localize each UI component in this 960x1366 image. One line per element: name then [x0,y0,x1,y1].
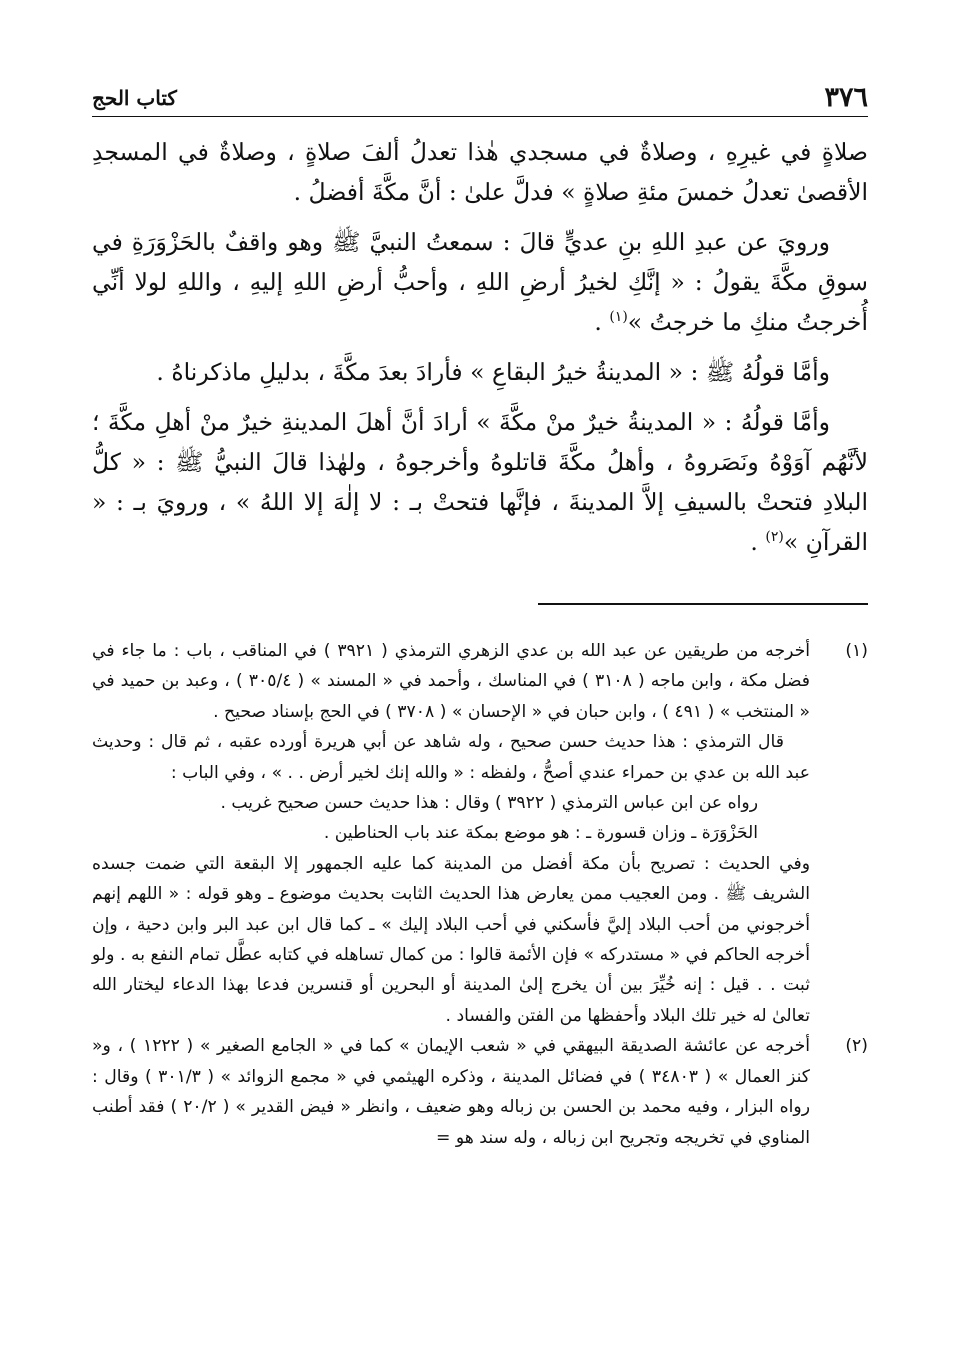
footnote-number: (٢) [845,1036,868,1057]
main-paragraph: صلاةٍ في غيرِهِ ، وصلاةٌ في مسجدي هٰذا تعدلُ ألفَ صلاةٍ ، وصلاةٌ في المسجدِ الأقصىٰ تعدلُ خمسَ مئةِ صلاةٍ » فدلَّ علىٰ : أنَّ مكَّةَ أفضلُ . [92,138,868,206]
line-end: . [594,308,610,336]
footnote-mark: (١) [609,309,628,326]
page-number: ٣٧٦ [824,82,868,113]
footnote-number: (١) [845,641,868,661]
footnote [92,1031,868,1153]
main-paragraph [92,222,868,342]
footnote-paragraph: أخرجه عن عائشة الصديقة البيهقي في « شعب الإيمان » كما في « الجامع الصغير » ( ١٢٢٢ ) ، و« كنز العمال » ( ٣٤٨٠٣ ) في فضائل المدينة ، وذكره الهيثمي في « مجمع الزوائد » ( ٣٠١/٣ ) وقال : رواه البزار ، وفيه محمد بن الحسن بن زباله وهو ضعيف ، وانظر « فيض القدير » ( ٢٠/٢ ) فقد أطنب المناوي في تخريجه وتجريح ابن زباله ، وله سند هو = [92,1036,810,1148]
running-title: كتاب الحج [92,86,177,110]
footnote-paragraph: وفي الحديث : تصريح بأن مكة أفضل من المدينة كما عليه الجمهور إلا البقعة التي ضمت جسده الشريف ﷺ . ومن العجيب ممن يعارض هذا الحديث الثابت بحديث موضوع ـ وهو قوله : « اللهم إنهم أخرجوني من أحب البلاد إليَّ فأسكني في أحب البلاد إليك » ـ كما قال ابن عبد البر وابن دحية ، وإن أخرجه الحاكم في « مستدركه » فإن الأئمة قالوا : من كمال تساهله في كتابه عطَّل تمام النفع به . ولو ثبت . . قيل : إنه خُيِّرَ بين أن يخرج إلىٰ المدينة أو البحرين أو قنسرين فدعا بهذا الدعاء ليختار الله تعالىٰ له خير تلك البلاد وأحفظها من الفتن والفساد . [92,853,810,1026]
footnotes [92,636,868,1153]
footnote-paragraph: الحَزْوَرَة ـ وزان قسورة ـ : هو موضع بمكة عند باب الحناطين . [323,823,758,844]
main-paragraph-text: ورويَ عن عبدِ اللهِ بنِ عديٍّ قالَ : سمعتُ النبيَّ ﷺ وهو واقفٌ بالحَزْوَرَةِ في سوقِ مكَّةَ يقولُ : « إنَّكِ لخيرُ أرضِ اللهِ ، وأحبُّ أرضِ اللهِ إليهِ ، واللهِ لولا أنِّي أُخرجتُ منكِ ما خرجتُ » [92,228,868,336]
main-paragraph-text: وأمَّا قولُهُ : « المدينةُ خيرٌ منْ مكَّةَ » أرادَ أنَّ أهلَ المدينةِ خيرٌ منْ أهلِ مكَّةَ ؛ لأنَّهُم آوَوْهُ ونَصَروهُ ، وأهلُ مكَّةَ قاتلوهُ وأخرجوهُ ، ولهٰذا قالَ النبيُّ ﷺ : « كلُّ البلادِ فتحتْ بالسيفِ إلاَّ المدينةَ ، فإنَّها فتحتْ بـ : لا إلٰهَ إلا اللهُ » ، ورويَ بـ : « القرآنِ » [92,408,868,556]
page-header [92,82,868,117]
footnote-separator [538,603,868,605]
main-paragraph: وأمَّا قولُهُ ﷺ : « المدينةُ خيرُ البقاعِ » فأرادَ بعدَ مكَّةَ ، بدليلِ ماذكرناهُ . [156,358,830,386]
line-end: . [750,528,766,556]
main-paragraph [92,402,868,562]
footnote [92,636,868,1031]
footnote-paragraph: رواه عن ابن عباس الترمذي ( ٣٩٢٢ ) وقال : هذا حديث حسن صحيح غريب . [220,793,758,814]
footnote-mark: (٢) [765,529,784,546]
main-text [92,132,868,572]
footnote-paragraph: قال الترمذي : هذا حديث حسن صحيح ، وله شاهد عن أبي هريرة أورده عقبه ، ثم قال : وحديث عبد الله بن عدي بن حمراء عندي أصحُّ ، ولفظه : « والله إنك لخير أرض . . » ، وفي الباب : [92,732,810,783]
footnote-paragraph: أخرجه من طريقين عن عبد الله بن عدي الزهري الترمذي ( ٣٩٢١ ) في المناقب ، باب : ما جاء في فضل مكة ، وابن ماجه ( ٣١٠٨ ) في المناسك ، وأحمد في « المسند » ( ٣٠٥/٤ ) ، وعبد بن حميد في « المنتخب » ( ٤٩١ ) ، وابن حبان في « الإحسان » ( ٣٧٠٨ ) في الحج بإسناد صحيح . [92,641,810,722]
